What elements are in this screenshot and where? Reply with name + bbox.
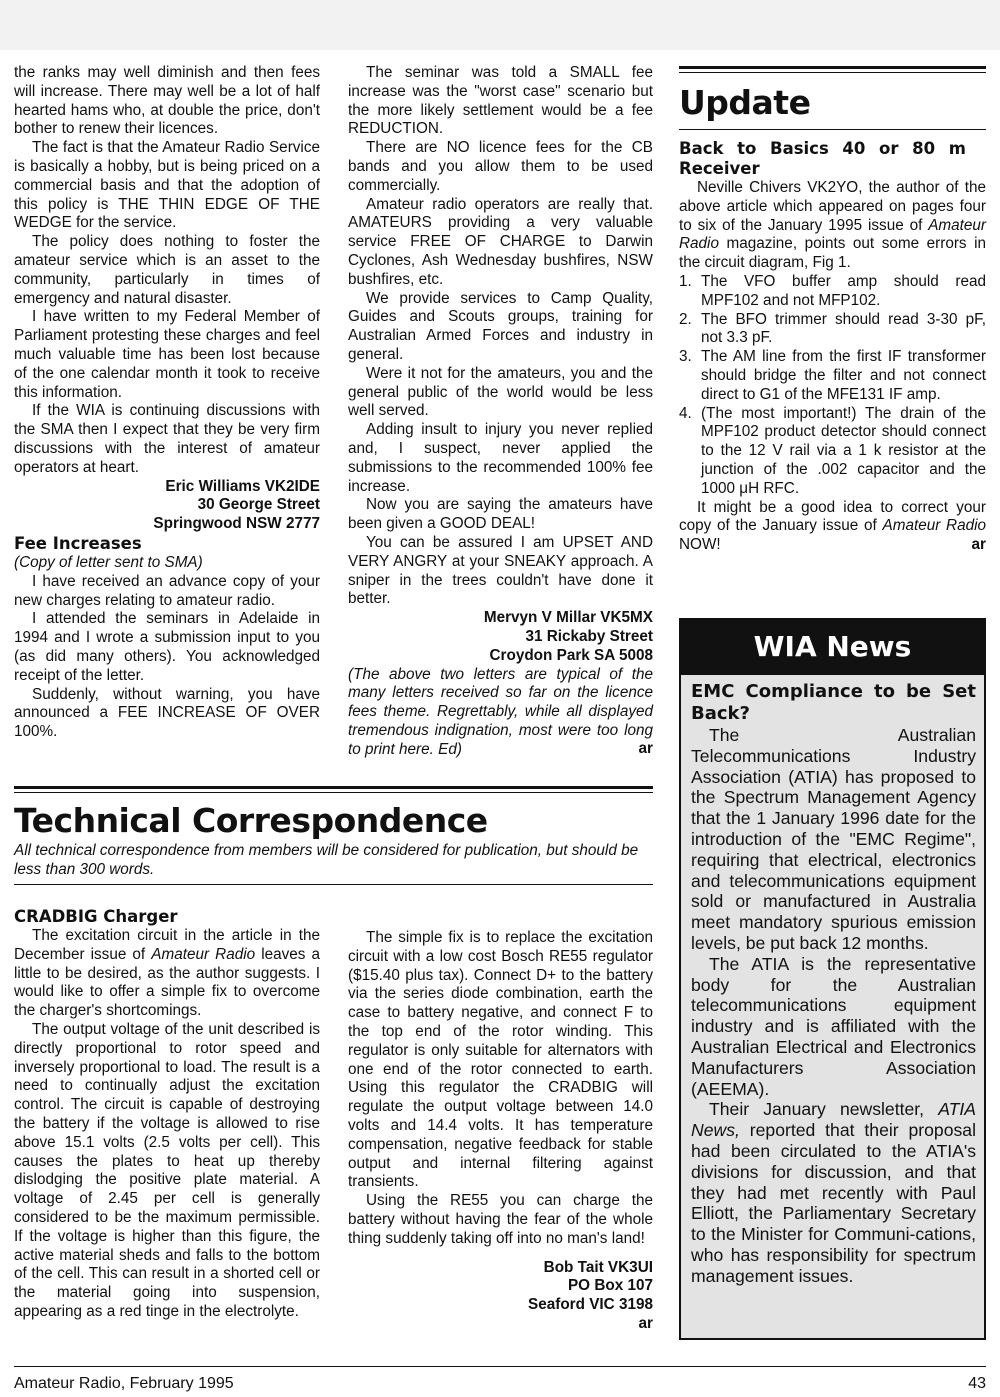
- update-corrections-list: [679, 273, 986, 499]
- signature-town: Croydon Park SA 5008: [489, 646, 653, 664]
- letters-column-1: [14, 64, 320, 742]
- tech-column-1: [14, 907, 320, 1322]
- tech-paragraph-text-end: leaves a little to be desired, as the author suggests. I would like to offer a simple fix to overcome the charger's shortcomings.: [14, 945, 321, 1020]
- wia-news-column: [691, 681, 976, 1287]
- update-title: Update: [679, 83, 811, 122]
- update-intro-text-end: magazine, points out some errors in the circuit diagram, Fig 1.: [679, 235, 986, 272]
- letter-paragraph: Amateur radio operators are really that. AMATEURS providing a very valuable service FREE OF CHARGE to Darwin Cyclones, Ash Wednesday bushfires, NSW bushfires, etc.: [348, 195, 653, 288]
- item-number: 2.: [679, 310, 692, 328]
- signature-street: 30 George Street: [197, 496, 320, 514]
- signature-town: Springwood NSW 2777: [153, 515, 320, 533]
- tech-paragraph: Using the RE55 you can charge the battery without having the fear of the whole thing suddenly taking off into no man's land!: [348, 1192, 653, 1247]
- update-title-rule: [679, 129, 986, 130]
- wia-news-title: WIA News: [679, 618, 986, 675]
- letter-paragraph: The fact is that the Amateur Radio Service is basically a hobby, but is being priced on a commercial basis and that the adoption of this policy is THE THIN EDGE OF THE WEDGE for the service.: [14, 139, 320, 232]
- item-number: 1.: [679, 272, 692, 290]
- magazine-name: Amateur Radio: [882, 517, 986, 535]
- letter-paragraph: the ranks may well diminish and then fees will increase. There may well be a lot of half hearted hams who, at double the price, don't bother to renew their licences.: [14, 64, 320, 138]
- newsletter-name: ATIA News,: [691, 1099, 976, 1141]
- item-text: The AM line from the first IF transformer should bridge the filter and not connect direct to G1 of the MFE131 IF amp.: [701, 348, 986, 403]
- cradbig-charger-heading: CRADBIG Charger: [14, 907, 178, 926]
- letters-column-2: [348, 64, 653, 759]
- signature-street: PO Box 107: [567, 1277, 653, 1295]
- item-text: The VFO buffer amp should read MPF102 and not MFP102.: [701, 272, 986, 309]
- top-margin-band: [0, 0, 1000, 50]
- end-mark: ar: [638, 740, 653, 758]
- correction-item: [679, 273, 986, 311]
- letter-paragraph: We provide services to Camp Quality, Guides and Scouts groups, training for Australian Armed Forces and industry in general.: [348, 289, 653, 363]
- editor-note: (The above two letters are typical of the many letters received so far on the licence fees theme. Regrettably, while all displayed tremendous indignation, most were too long to print here. Ed): [348, 665, 653, 758]
- update-closing-text-end: NOW!: [679, 536, 721, 554]
- wia-news-heading: EMC Compliance to be Set Back?: [691, 681, 976, 724]
- update-column: [679, 139, 986, 555]
- correction-item: [679, 311, 986, 349]
- letter-paragraph: I have written to my Federal Member of Parliament protesting these charges and feel much valuable time has been lost because of the one calendar month it took to receive this information.: [14, 308, 320, 401]
- letter-paragraph: The policy does nothing to foster the amateur service which is an asset to the community, particularly in times of emergency and natural disaster.: [14, 233, 320, 307]
- update-top-rule-thin: [679, 72, 986, 73]
- update-top-rule: [679, 66, 986, 69]
- magazine-name: Amateur Radio: [151, 945, 256, 963]
- technical-correspondence-subtitle: All technical correspondence from members will be considered for publication, but should be less than 300 words.: [14, 842, 639, 878]
- letter-paragraph: There are NO licence fees for the CB bands and you allow them to be used commercially.: [348, 139, 653, 194]
- letter-paragraph: I have received an advance copy of your new charges relating to amateur radio.: [14, 572, 320, 609]
- fee-increases-subtitle: (Copy of letter sent to SMA): [14, 553, 203, 571]
- letter-paragraph: I attended the seminars in Adelaide in 1994 and I wrote a submission input to you (as did many others). You acknowledged receipt of the letter.: [14, 610, 320, 684]
- signature-name: Eric Williams VK2IDE: [165, 477, 320, 495]
- update-intro-text: Neville Chivers VK2YO, the author of the above article which appeared on pages four to six of the January 1995 issue of: [679, 179, 986, 234]
- letter-paragraph: Now you are saying the amateurs have been given a GOOD DEAL!: [348, 496, 653, 533]
- item-number: 4.: [679, 404, 692, 422]
- tech-subtitle-rule: [14, 884, 653, 885]
- tech-paragraph: [14, 927, 320, 1021]
- item-number: 3.: [679, 348, 692, 366]
- update-intro: [679, 179, 986, 273]
- magazine-name: Amateur Radio: [679, 216, 986, 253]
- wia-paragraph-text: Their January newsletter,: [709, 1099, 939, 1120]
- signature-street: 31 Rickaby Street: [525, 627, 653, 645]
- letter-paragraph: Adding insult to injury you never replied and, I suspect, never applied the submissions to the recommended 100% fee increase.: [348, 421, 653, 495]
- correction-item: [679, 348, 986, 404]
- tech-paragraph: The output voltage of the unit described is directly proportional to rotor speed and inversely proportional to load. The result is a need to continually adjust the excitation control. The circuit is capable of destroying the battery if the voltage is allowed to rise above 15.1 volts (2.5 volts per cell). This causes the plates to heat up thereby dislodging the positive plate material. A voltage of 2.45 per cell is generally considered to be the maximum permissible. If the voltage is higher than this figure, the active material sheds and falls to the bottom of the cell. This can result in a shorted cell or the material going into suspension, appearing as a red tinge in the electrolyte.: [14, 1020, 320, 1320]
- tech-top-rule: [14, 786, 653, 789]
- update-closing-text: It might be a good idea to correct your copy of the January issue of: [679, 498, 986, 535]
- tech-signature: [348, 1259, 653, 1334]
- update-article-heading: Back to Basics 40 or 80 m Receiver: [679, 139, 966, 178]
- footer-page-number: 43: [968, 1375, 986, 1392]
- wia-paragraph: The ATIA is the representative body for the Australian telecommunications equipment industry and is affiliated with the Australian Electrical and Electronics Manufacturers Association (AEEMA).: [691, 953, 976, 1099]
- signature-name: Bob Tait VK3UI: [543, 1258, 653, 1276]
- signature-name: Mervyn V Millar VK5MX: [483, 609, 653, 627]
- item-text: The BFO trimmer should read 3-30 pF, not 3.3 pF.: [701, 310, 986, 347]
- letter-signature: [348, 609, 653, 665]
- tech-paragraph-text: The excitation circuit in the article in the December issue of: [14, 927, 320, 963]
- letter-paragraph: If the WIA is continuing discussions with the SMA then I expect that they be very firm discussions with the interest of amateur operators at heart.: [14, 402, 320, 476]
- wia-paragraph: The Australian Telecommunications Industry Association (ATIA) has proposed to the Spectrum Management Agency that the 1 January 1996 date for the introduction of the "EMC Regime", requiring that electrical, electronics and telecommunications equipment sold or manufactured in Australia meet mandatory spurious emission levels, be put back 12 months.: [691, 725, 976, 953]
- end-mark: ar: [638, 1314, 653, 1332]
- letter-paragraph: The seminar was told a SMALL fee increase was the "worst case" scenario but the more likely settlement would be a fee REDUCTION.: [348, 64, 653, 138]
- letter-paragraph: You can be assured I am UPSET AND VERY ANGRY at your SNEAKY approach. A sniper in the trees couldn't have done it better.: [348, 533, 653, 608]
- letter-signature: [14, 478, 320, 534]
- signature-town: Seaford VIC 3198: [528, 1296, 653, 1314]
- technical-correspondence-title: Technical Correspondence: [14, 801, 488, 840]
- wia-paragraph-text-end: reported that their proposal had been circulated to the ATIA's divisions for discussion, and that they had met recently with Paul Elliott, the Parliamentary Secretary to the Minister for Communi-cations, who has responsibility for spectrum management issues.: [691, 1120, 976, 1286]
- footer-publication: Amateur Radio, February 1995: [14, 1375, 234, 1392]
- letter-paragraph: Suddenly, without warning, you have announced a FEE INCREASE OF OVER 100%.: [14, 685, 320, 741]
- fee-increases-heading: Fee Increases: [14, 533, 142, 553]
- tech-column-2: [348, 929, 653, 1334]
- correction-item: [679, 405, 986, 499]
- end-mark: ar: [971, 535, 986, 553]
- item-text: (The most important!) The drain of the MPF102 product detector should connect to the 12 V rail via a 1 k resistor at the junction of the .002 capacitor and the 1000 μH RFC.: [701, 404, 986, 497]
- footer-rule: [14, 1366, 986, 1367]
- wia-paragraph: [691, 1099, 976, 1286]
- tech-top-rule-thin: [14, 792, 653, 793]
- letter-paragraph: Were it not for the amateurs, you and the general public of the world would be less well served.: [348, 364, 653, 420]
- tech-paragraph: The simple fix is to replace the excitation circuit with a low cost Bosch RE55 regulator ($15.40 plus tax). Connect D+ to the battery via the series diode combination, earth the case to battery negative, and connect F to the top end of the rotor winding. This regulator is only suitable for alternators with one end of the rotor connected to earth. Using this regulator the CRADBIG will regulate the output voltage between 14.0 volts and 14.4 volts. It has temperature compensation, negative feedback for stable output and internal filtering against transients.: [348, 929, 653, 1191]
